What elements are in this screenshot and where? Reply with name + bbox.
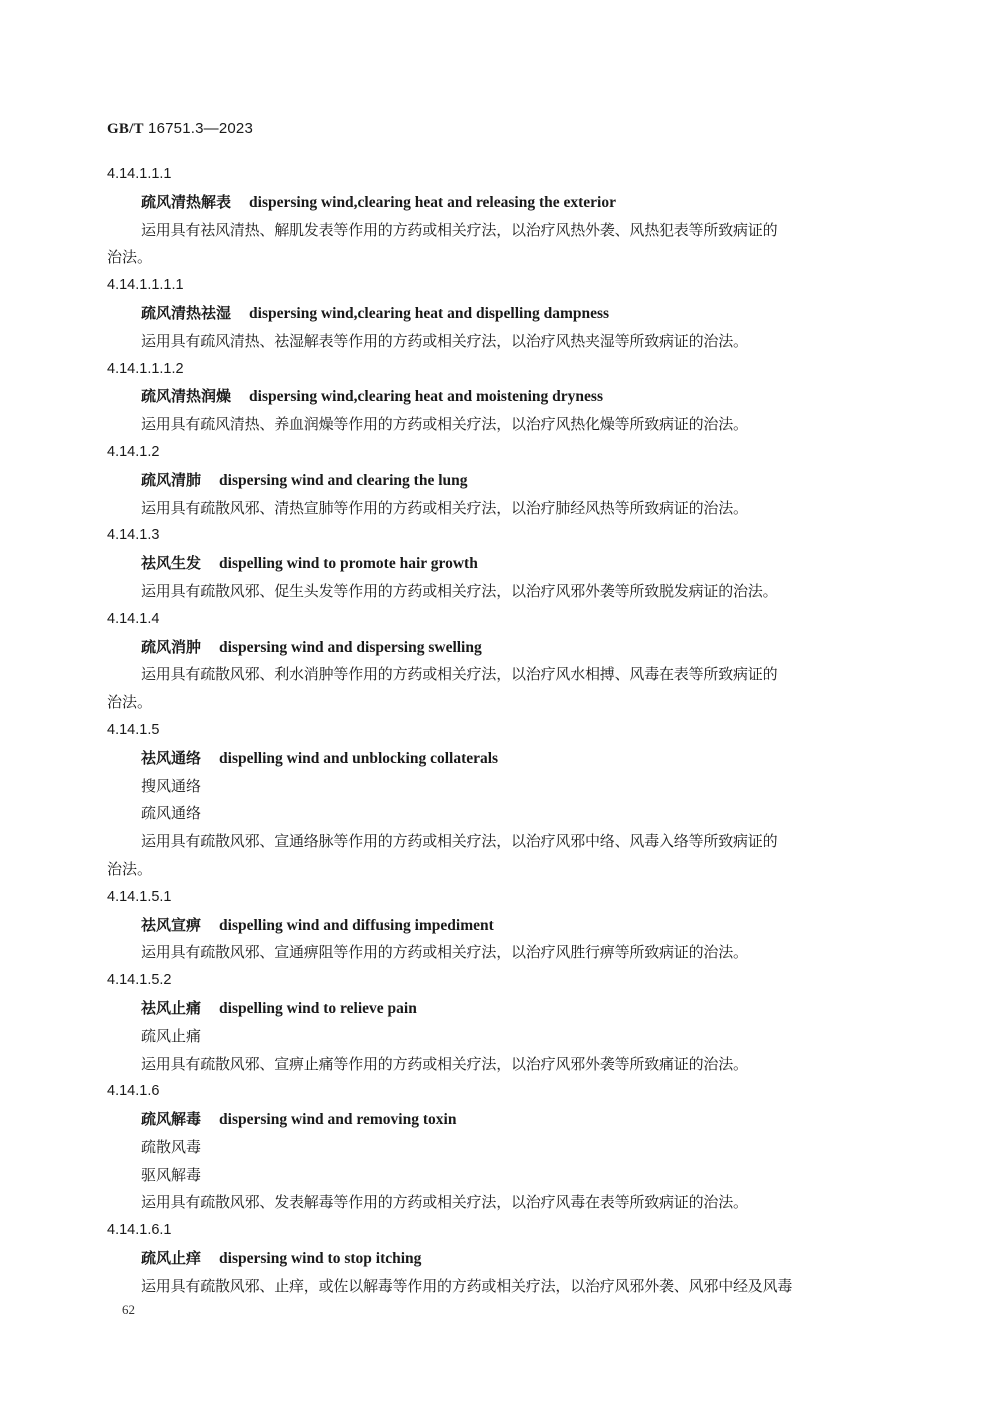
term-chinese: 疏风清热润燥 — [141, 387, 232, 406]
term-definition: 运用具有疏散风邪、宣通络脉等作用的方药或相关疗法，以治疗风邪中络、风毒入络等所致病证的 — [141, 832, 778, 851]
term-entry — [107, 606, 887, 717]
term-synonym: 搜风通络 — [141, 776, 202, 795]
term-definition: 运用具有疏散风邪、发表解毒等作用的方药或相关疗法，以治疗风毒在表等所致病证的治法。 — [141, 1193, 748, 1212]
term-chinese: 疏风清肺 — [141, 470, 202, 489]
term-definition: 运用具有疏散风邪、促生头发等作用的方药或相关疗法，以治疗风邪外袭等所致脱发病证的治法。 — [141, 581, 778, 600]
term-synonym: 疏风通络 — [141, 804, 202, 823]
clause-number: 4.14.1.5 — [107, 721, 160, 738]
standard-header — [107, 120, 253, 138]
term-heading — [107, 1245, 887, 1273]
term-english: dispelling wind to relieve pain — [219, 999, 417, 1017]
term-definition: 运用具有疏风清热、祛湿解表等作用的方药或相关疗法，以治疗风热夹湿等所致病证的治法。 — [141, 331, 748, 350]
term-heading — [107, 383, 887, 411]
term-entry — [107, 356, 887, 439]
term-heading — [107, 995, 887, 1023]
term-entry — [107, 161, 887, 272]
term-definition: 治法。 — [107, 693, 153, 712]
term-entry — [107, 272, 887, 355]
term-entry — [107, 522, 887, 605]
term-english: dispersing wind to stop itching — [219, 1250, 422, 1268]
clause-number: 4.14.1.5.1 — [107, 888, 172, 905]
term-chinese: 疏风清热解表 — [141, 192, 232, 211]
term-chinese: 疏风清热祛湿 — [141, 303, 232, 322]
clause-number: 4.14.1.3 — [107, 527, 160, 544]
term-chinese: 疏风消肿 — [141, 637, 202, 656]
term-heading — [107, 1106, 887, 1134]
term-english: dispersing wind and removing toxin — [219, 1111, 457, 1129]
clause-number: 4.14.1.2 — [107, 443, 160, 460]
clause-number: 4.14.1.5.2 — [107, 972, 172, 989]
standard-number: 16751.3—2023 — [148, 120, 254, 137]
term-entry — [107, 967, 887, 1078]
term-definition: 运用具有祛风清热、解肌发表等作用的方药或相关疗法，以治疗风热外袭、风热犯表等所致病证的 — [141, 220, 778, 239]
term-entry — [107, 1078, 887, 1217]
clause-number: 4.14.1.1.1.1 — [107, 277, 184, 294]
term-entry — [107, 1217, 887, 1300]
clause-number: 4.14.1.6.1 — [107, 1222, 172, 1239]
term-chinese: 疏风解毒 — [141, 1110, 202, 1129]
term-synonym: 疏散风毒 — [141, 1137, 202, 1156]
standard-code: GB/T — [107, 121, 144, 137]
term-chinese: 祛风止痛 — [141, 998, 202, 1017]
term-definition: 运用具有疏散风邪、宣通痹阻等作用的方药或相关疗法，以治疗风胜行痹等所致病证的治法。 — [141, 943, 748, 962]
term-english: dispersing wind and dispersing swelling — [219, 638, 482, 656]
term-chinese: 祛风生发 — [141, 554, 202, 573]
term-entry — [107, 439, 887, 522]
term-definition: 治法。 — [107, 859, 153, 878]
term-english: dispersing wind and clearing the lung — [219, 471, 468, 489]
term-english: dispersing wind,clearing heat and moistening dryness — [249, 388, 603, 406]
term-entry — [107, 884, 887, 967]
term-heading — [107, 745, 887, 773]
clause-number: 4.14.1.1.1 — [107, 166, 172, 182]
term-definition: 运用具有疏风清热、养血润燥等作用的方药或相关疗法，以治疗风热化燥等所致病证的治法。 — [141, 415, 748, 434]
page-number: 62 — [122, 1302, 135, 1317]
clause-number: 4.14.1.1.1.2 — [107, 360, 184, 377]
term-entry — [107, 717, 887, 884]
term-synonym: 驱风解毒 — [141, 1165, 202, 1184]
term-definition: 治法。 — [107, 248, 153, 267]
term-heading — [107, 912, 887, 940]
term-heading — [107, 550, 887, 578]
term-list — [107, 161, 887, 1301]
term-english: dispelling wind to promote hair growth — [219, 555, 478, 573]
term-definition: 运用具有疏散风邪、利水消肿等作用的方药或相关疗法，以治疗风水相搏、风毒在表等所致病证的 — [141, 665, 778, 684]
term-english: dispersing wind,clearing heat and dispelling dampness — [249, 304, 610, 322]
term-english: dispelling wind and unblocking collaterals — [219, 749, 499, 767]
term-definition: 运用具有疏散风邪、止痒，或佐以解毒等作用的方药或相关疗法，以治疗风邪外袭、风邪中经及风毒 — [141, 1276, 793, 1295]
term-english: dispersing wind,clearing heat and releasing the exterior — [249, 193, 616, 211]
term-definition: 运用具有疏散风邪、宣痹止痛等作用的方药或相关疗法，以治疗风邪外袭等所致痛证的治法。 — [141, 1054, 748, 1073]
clause-number: 4.14.1.4 — [107, 610, 160, 627]
term-english: dispelling wind and diffusing impediment — [219, 916, 494, 934]
term-heading — [107, 467, 887, 495]
term-heading — [107, 634, 887, 662]
term-chinese: 疏风止痒 — [141, 1249, 202, 1268]
term-definition: 运用具有疏散风邪、清热宣肺等作用的方药或相关疗法，以治疗肺经风热等所致病证的治法。 — [141, 498, 748, 517]
term-chinese: 祛风宣痹 — [141, 915, 202, 934]
clause-number: 4.14.1.6 — [107, 1083, 160, 1100]
term-heading — [107, 300, 887, 328]
term-chinese: 祛风通络 — [141, 748, 202, 767]
term-synonym: 疏风止痛 — [141, 1026, 202, 1045]
term-heading — [107, 189, 887, 217]
